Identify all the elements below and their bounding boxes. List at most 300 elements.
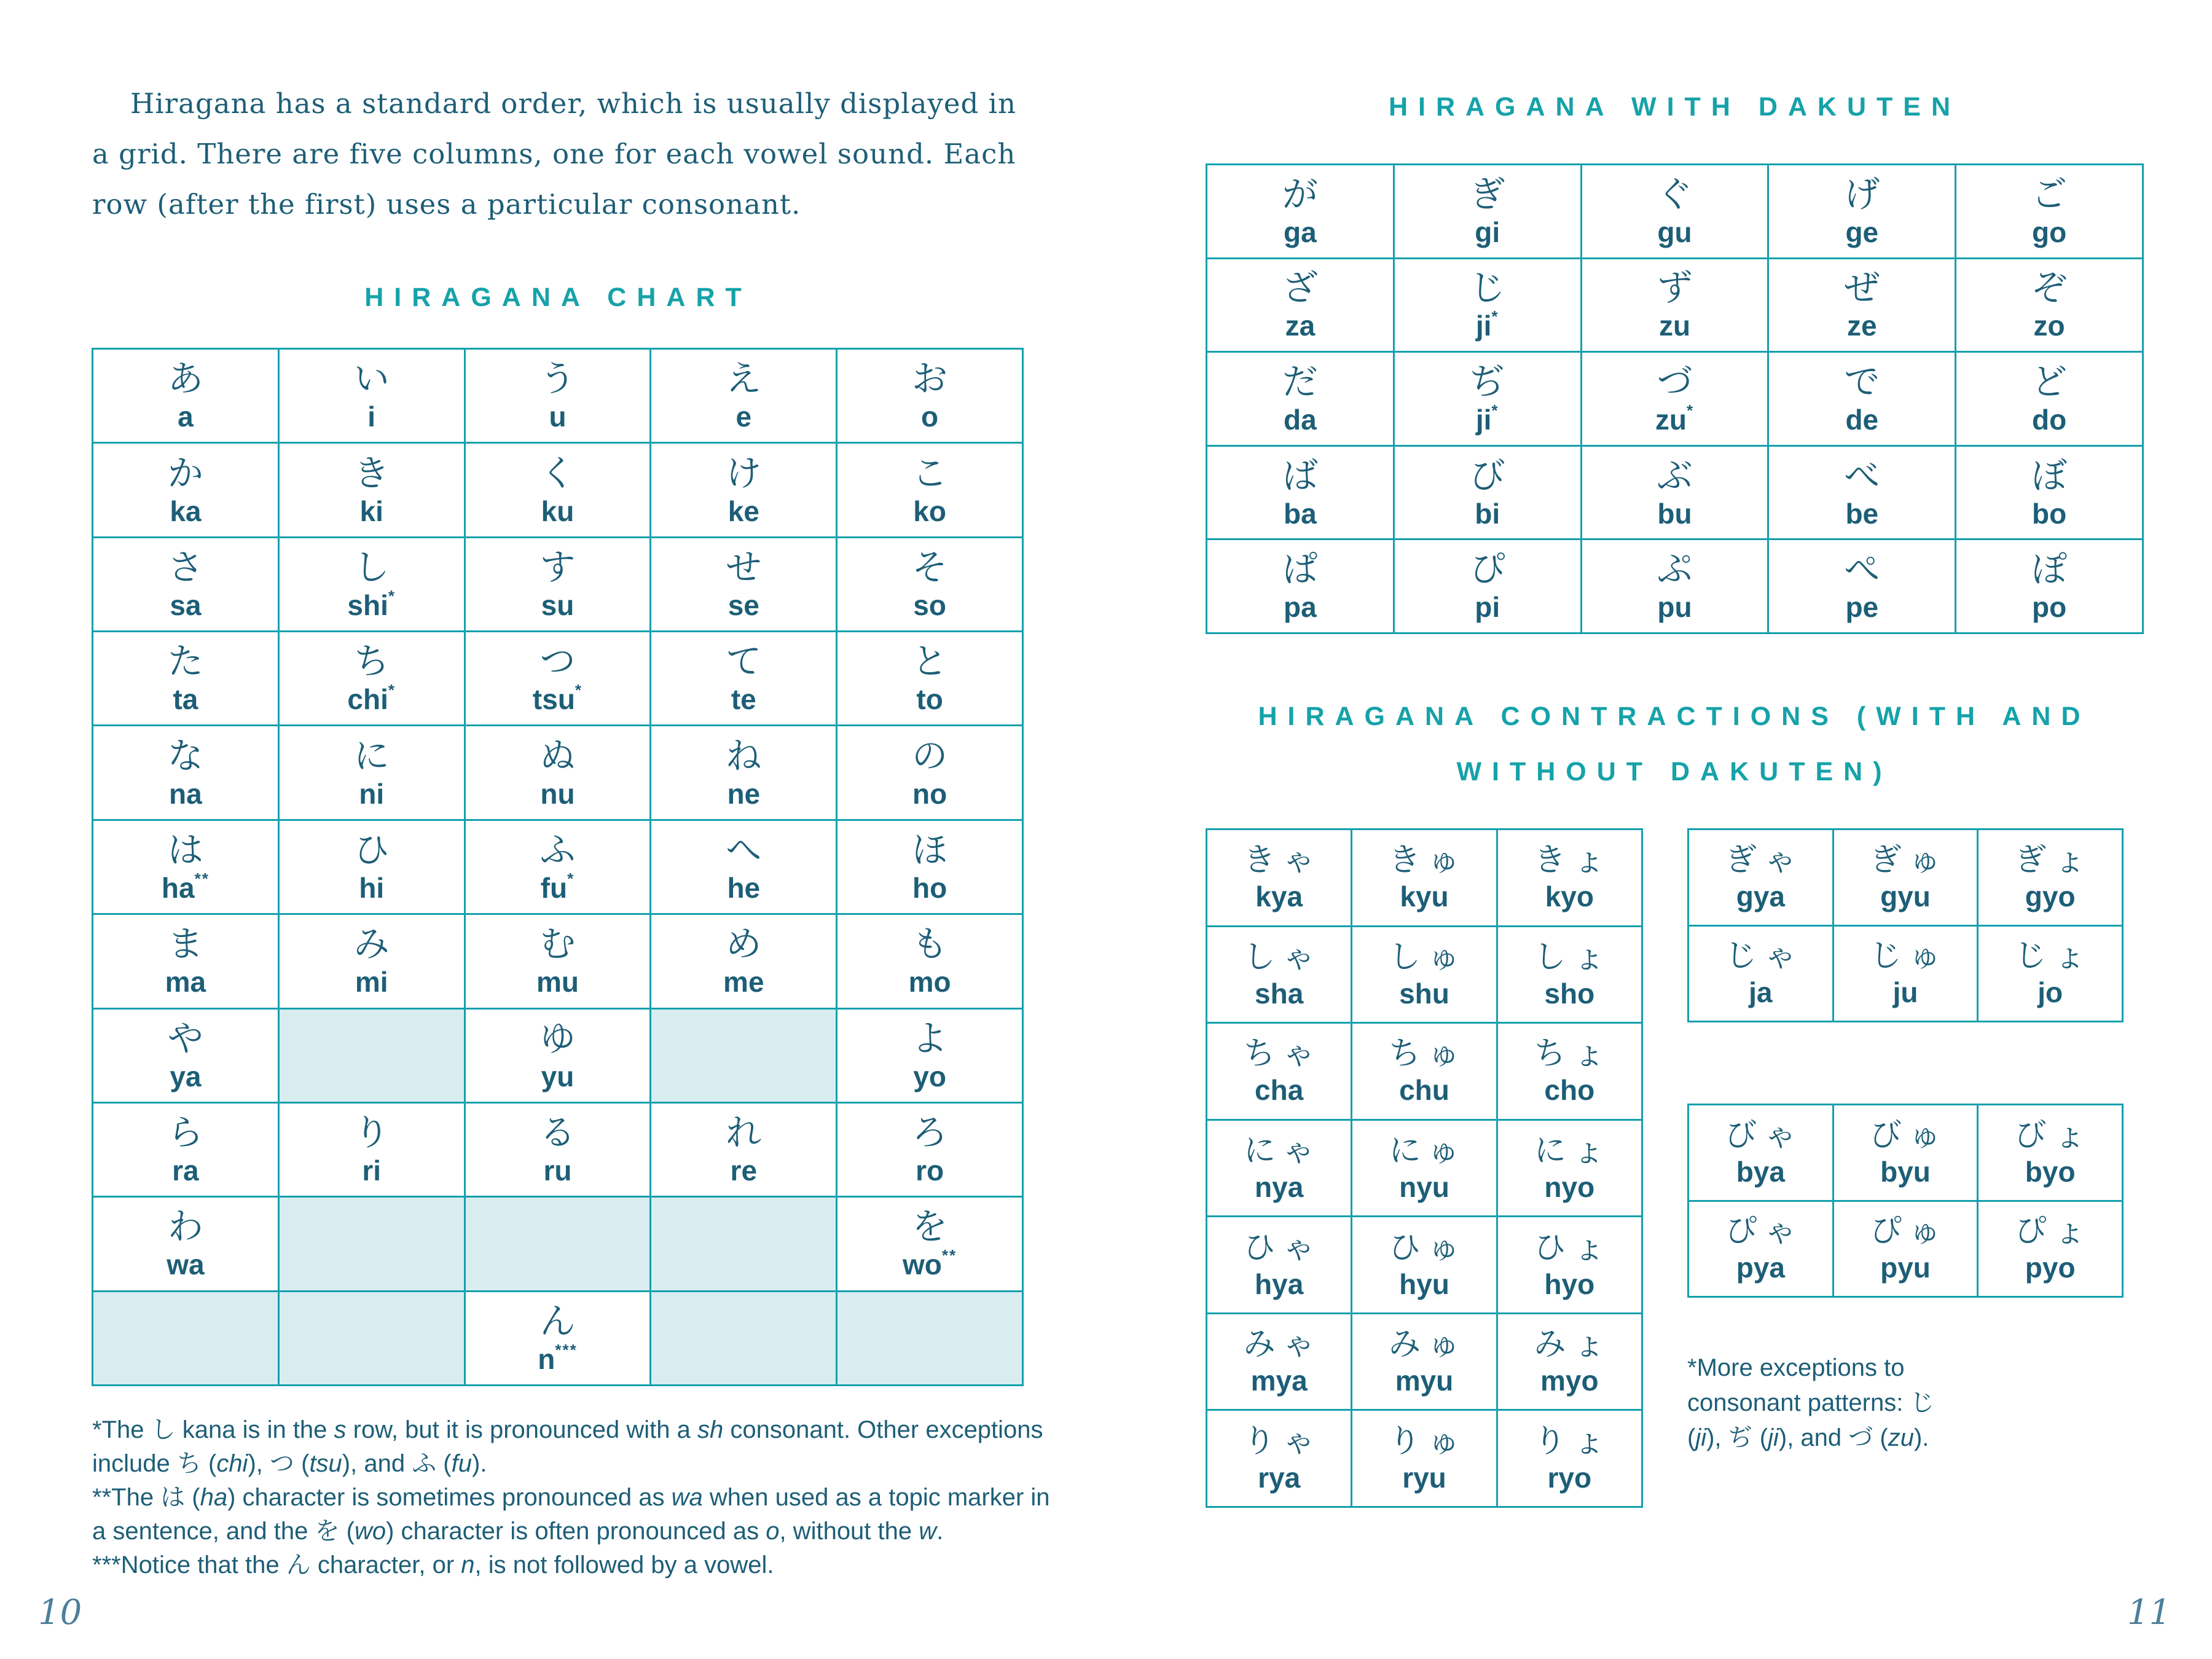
kana-cell: [1352, 1121, 1497, 1216]
kana-cell: [1207, 259, 1395, 351]
romaji-label: byo: [2025, 1155, 2076, 1188]
romaji-label: ryu: [1402, 1461, 1446, 1494]
kana-glyph: にょ: [1534, 1132, 1612, 1170]
text: ) character is sometimes pronounced as: [227, 1484, 672, 1511]
kana-glyph: きょ: [1534, 842, 1613, 879]
kana-cell: [1207, 927, 1352, 1022]
kana-cell: [837, 444, 1022, 536]
page-number-right: 11: [2127, 1593, 2171, 1633]
romaji-label: zu: [1658, 310, 1691, 342]
kana-glyph: ぎゃ: [1725, 841, 1804, 879]
kana-glyph: で: [1844, 360, 1880, 402]
kana-cell: [1979, 1202, 2122, 1296]
kana-cell: [1207, 540, 1395, 632]
romaji-label: zu*: [1655, 401, 1695, 436]
kana-cell: [93, 726, 280, 818]
romaji-label: chi*: [347, 681, 396, 716]
contractions-title-line1: HIRAGANA CONTRACTIONS (WITH AND: [1258, 702, 2091, 731]
chart-row: [1689, 1105, 2122, 1202]
romaji-label: tsu*: [532, 681, 583, 716]
romaji-label: bu: [1657, 497, 1692, 530]
romaji-label: jo: [2037, 976, 2063, 1009]
romaji-label: nyo: [1544, 1171, 1595, 1204]
kana-cell: [1498, 1024, 1641, 1119]
kana-cell: [93, 1104, 280, 1196]
romaji-label: na: [169, 777, 202, 810]
romaji-label: pyo: [2025, 1252, 2076, 1284]
romaji-label: mu: [536, 966, 579, 998]
kana-cell: [1395, 447, 1582, 539]
romaji-label: pe: [1845, 591, 1879, 624]
kana-cell: [466, 915, 652, 1007]
chart-row: [1689, 927, 2122, 1021]
footnote-asterisk: *: [1491, 307, 1499, 326]
kana-glyph: つ: [539, 640, 576, 683]
chart-row: [1689, 830, 2122, 927]
romaji-label: sha: [1255, 977, 1304, 1010]
kana-cell: [280, 538, 466, 630]
kana-cell: [837, 350, 1022, 442]
romaji-label: ku: [541, 495, 575, 527]
kana-glyph: れ: [726, 1112, 762, 1154]
footnote-asterisk: *: [575, 681, 583, 700]
chart-row: [1207, 447, 2142, 541]
romaji-label: u: [549, 401, 567, 433]
hiragana-chart-title: HIRAGANA CHART: [364, 283, 752, 312]
footnote-asterisk: *: [1686, 401, 1695, 420]
kana-cell: [1956, 165, 2142, 257]
italic-text: s: [334, 1416, 347, 1443]
kana-glyph: と: [912, 640, 948, 683]
text: ).: [472, 1450, 487, 1477]
kana-cell: [837, 726, 1022, 818]
kana-cell: [837, 538, 1022, 630]
kana-glyph: が: [1282, 173, 1318, 215]
kana-glyph: ぬ: [539, 734, 576, 777]
kana-glyph: ぴゅ: [1870, 1213, 1949, 1250]
kana-cell: [93, 444, 280, 536]
kana-cell: [651, 444, 837, 536]
footnote-right: [1687, 1351, 1951, 1456]
chart-row: [1207, 1121, 1641, 1218]
kana-glyph: だ: [1282, 360, 1318, 402]
kana-glyph: ぽ: [2031, 548, 2068, 590]
text: ), ぢ (: [1706, 1424, 1768, 1451]
footnote-asterisk: *: [1491, 401, 1499, 420]
kana-cell: [1352, 1411, 1497, 1506]
kana-cell: [1956, 353, 2142, 445]
contractions-chart: [1206, 828, 1643, 1508]
kana-glyph: ぎ: [1469, 173, 1505, 215]
kana-cell: [1979, 927, 2122, 1021]
empty-cell: [93, 1292, 280, 1384]
empty-cell: [651, 1292, 837, 1384]
empty-cell: [651, 1198, 837, 1290]
kana-cell: [1207, 165, 1395, 257]
kana-cell: [1689, 927, 1834, 1021]
kana-glyph: ち: [353, 640, 390, 683]
kana-glyph: づ: [1657, 360, 1693, 402]
kana-glyph: お: [912, 358, 948, 400]
kana-glyph: た: [167, 640, 203, 683]
kana-cell: [466, 821, 652, 913]
kana-glyph: も: [912, 923, 948, 965]
italic-text: ha: [200, 1484, 228, 1511]
romaji-label: ka: [170, 495, 202, 527]
kana-cell: [1834, 927, 1979, 1021]
romaji-label: so: [913, 589, 946, 621]
kana-cell: [1352, 1217, 1497, 1312]
romaji-label: be: [1845, 497, 1879, 530]
contractions-dakuten-chart-2: [1687, 1104, 2124, 1298]
kana-cell: [1769, 165, 1956, 257]
romaji-label: ho: [912, 871, 947, 904]
kana-cell: [1689, 830, 1834, 925]
kana-cell: [280, 350, 466, 442]
romaji-label: de: [1845, 403, 1879, 436]
italic-text: sh: [697, 1416, 724, 1443]
kana-glyph: ん: [539, 1300, 576, 1342]
kana-cell: [93, 1198, 280, 1290]
kana-glyph: ぱ: [1282, 548, 1318, 590]
kana-cell: [466, 1010, 652, 1102]
romaji-label: ra: [172, 1155, 199, 1187]
kana-glyph: よ: [912, 1017, 948, 1059]
kana-glyph: の: [912, 734, 948, 777]
romaji-label: yu: [541, 1060, 575, 1092]
kana-glyph: ぞ: [2031, 267, 2068, 309]
kana-cell: [1689, 1105, 1834, 1200]
romaji-label: ta: [173, 683, 198, 716]
kana-cell: [1498, 830, 1641, 925]
chart-row: [93, 1292, 1022, 1384]
romaji-label: myu: [1395, 1365, 1454, 1397]
text: when used as a topic marker in a sentence, and the を (: [92, 1484, 1050, 1545]
romaji-label: gu: [1657, 216, 1692, 248]
romaji-label: kyo: [1545, 880, 1594, 913]
kana-glyph: ぎょ: [2014, 841, 2093, 879]
kana-cell: [1834, 1105, 1979, 1200]
romaji-label: po: [2031, 591, 2067, 624]
romaji-label: sho: [1544, 977, 1595, 1010]
chart-row: [93, 1104, 1022, 1198]
chart-row: [93, 444, 1022, 538]
kana-cell: [1207, 1217, 1352, 1312]
kana-glyph: を: [912, 1206, 948, 1248]
romaji-label: shu: [1399, 977, 1449, 1010]
kana-cell: [1395, 353, 1582, 445]
kana-glyph: ら: [167, 1112, 203, 1154]
kana-glyph: ざ: [1282, 267, 1318, 309]
kana-glyph: へ: [726, 828, 762, 871]
romaji-label: nya: [1255, 1171, 1304, 1204]
chart-row: [1207, 259, 2142, 353]
romaji-label: re: [730, 1155, 758, 1187]
kana-glyph: じ: [1469, 267, 1505, 309]
romaji-label: o: [921, 401, 939, 433]
romaji-label: ja: [1749, 976, 1773, 1009]
romaji-label: hi: [359, 871, 385, 904]
kana-glyph: ど: [2031, 360, 2068, 402]
kana-cell: [1352, 927, 1497, 1022]
page-number-left: 10: [38, 1593, 82, 1633]
kana-glyph: ぺ: [1844, 548, 1880, 590]
romaji-label: gyo: [2025, 880, 2076, 912]
romaji-label: ma: [165, 966, 206, 998]
kana-glyph: び: [1469, 454, 1505, 496]
kana-glyph: む: [539, 923, 576, 965]
kana-cell: [1207, 1411, 1352, 1506]
kana-glyph: ちゃ: [1243, 1035, 1322, 1073]
romaji-label: cho: [1544, 1074, 1595, 1107]
romaji-label: pu: [1657, 591, 1692, 624]
romaji-label: bi: [1475, 497, 1500, 530]
kana-cell: [1207, 1314, 1352, 1410]
romaji-label: ji*: [1475, 401, 1499, 436]
kana-cell: [1689, 1202, 1834, 1296]
kana-glyph: ぼ: [2031, 454, 2068, 496]
kana-glyph: ふ: [539, 828, 576, 871]
dakuten-title: HIRAGANA WITH DAKUTEN: [1388, 92, 1961, 122]
footnote-asterisk: *: [388, 586, 396, 605]
romaji-label: gyu: [1880, 880, 1931, 912]
kana-glyph: は: [167, 828, 203, 871]
kana-cell: [280, 632, 466, 724]
romaji-label: ba: [1284, 497, 1317, 530]
chart-row: [93, 726, 1022, 820]
footnote-asterisk: *: [388, 681, 396, 700]
romaji-label: rya: [1258, 1461, 1301, 1494]
kana-cell: [651, 726, 837, 818]
kana-cell: [1956, 259, 2142, 351]
kana-cell: [1207, 1121, 1352, 1216]
kana-cell: [280, 915, 466, 1007]
kana-cell: [1395, 540, 1582, 632]
kana-glyph: みゃ: [1243, 1326, 1322, 1363]
empty-cell: [837, 1292, 1022, 1384]
footnote-more-exceptions: [1687, 1351, 1951, 1456]
kana-glyph: りょ: [1534, 1422, 1613, 1460]
kana-glyph: ぢ: [1469, 360, 1505, 402]
italic-text: fu: [451, 1450, 472, 1477]
kana-glyph: う: [539, 358, 576, 400]
kana-glyph: りゃ: [1243, 1422, 1322, 1460]
kana-glyph: ぎゅ: [1870, 841, 1949, 879]
italic-text: zu: [1888, 1424, 1914, 1451]
kana-glyph: ね: [726, 734, 762, 777]
kana-glyph: さ: [167, 546, 203, 588]
chart-row: [1207, 1314, 1641, 1411]
kana-glyph: ちゅ: [1388, 1035, 1467, 1073]
kana-glyph: ひょ: [1534, 1229, 1613, 1266]
chart-row: [93, 915, 1022, 1009]
hiragana-chart: [92, 348, 1024, 1386]
romaji-label: cha: [1255, 1074, 1304, 1107]
romaji-label: ya: [170, 1060, 202, 1092]
romaji-label: ge: [1845, 216, 1879, 248]
kana-cell: [1582, 259, 1770, 351]
kana-cell: [1498, 1314, 1641, 1410]
chart-row: [1207, 1217, 1641, 1314]
italic-text: ji: [1768, 1424, 1779, 1451]
kana-glyph: ぷ: [1657, 548, 1693, 590]
romaji-label: ni: [359, 777, 385, 810]
kana-cell: [1207, 1024, 1352, 1119]
kana-glyph: きゅ: [1388, 842, 1467, 879]
kana-glyph: じょ: [2014, 938, 2093, 975]
kana-glyph: わ: [167, 1206, 203, 1248]
kana-cell: [1769, 540, 1956, 632]
romaji-label: ha**: [161, 869, 210, 904]
italic-text: w: [919, 1518, 937, 1545]
kana-glyph: や: [167, 1017, 203, 1059]
kana-glyph: ご: [2031, 173, 2068, 215]
kana-glyph: く: [539, 452, 576, 494]
romaji-label: nu: [540, 777, 575, 810]
romaji-label: kyu: [1400, 880, 1449, 913]
romaji-label: ryo: [1547, 1461, 1592, 1494]
footnote-asterisk: *: [567, 869, 575, 888]
kana-cell: [1395, 259, 1582, 351]
kana-cell: [1979, 1105, 2122, 1200]
kana-glyph: びゅ: [1870, 1116, 1949, 1154]
kana-glyph: べ: [1844, 454, 1880, 496]
kana-glyph: て: [726, 640, 762, 683]
romaji-label: ju: [1892, 976, 1918, 1009]
kana-cell: [466, 726, 652, 818]
chart-row: [1207, 1411, 1641, 1506]
chart-row: [93, 350, 1022, 444]
kana-glyph: ほ: [912, 828, 948, 871]
footnote-shi: [92, 1413, 1054, 1481]
kana-cell: [93, 821, 280, 913]
kana-glyph: せ: [726, 546, 762, 588]
chart-row: [93, 1010, 1022, 1104]
kana-glyph: る: [539, 1112, 576, 1154]
kana-glyph: ま: [167, 923, 203, 965]
empty-cell: [280, 1292, 466, 1384]
text: ***Notice that the ん character, or: [92, 1551, 461, 1579]
romaji-label: nyu: [1399, 1171, 1449, 1204]
text: .: [936, 1518, 944, 1545]
empty-cell: [466, 1198, 652, 1290]
kana-cell: [651, 350, 837, 442]
romaji-label: gya: [1736, 880, 1785, 912]
footnote-asterisk: **: [194, 869, 210, 888]
chart-row: [1207, 830, 1641, 927]
romaji-label: ro: [916, 1155, 944, 1187]
kana-cell: [1956, 540, 2142, 632]
romaji-label: mi: [355, 966, 388, 998]
italic-text: n: [461, 1551, 475, 1579]
kana-cell: [280, 726, 466, 818]
kana-glyph: み: [353, 923, 390, 965]
romaji-label: hyu: [1399, 1268, 1449, 1300]
kana-glyph: じゃ: [1725, 938, 1804, 975]
romaji-label: chu: [1399, 1074, 1449, 1107]
kana-cell: [651, 538, 837, 630]
romaji-label: su: [541, 589, 575, 621]
romaji-label: e: [735, 401, 752, 433]
romaji-label: yo: [913, 1060, 946, 1092]
romaji-label: bya: [1736, 1155, 1785, 1188]
kana-glyph: ひゅ: [1388, 1229, 1467, 1266]
kana-cell: [1498, 1217, 1641, 1312]
kana-cell: [1207, 830, 1352, 925]
kana-cell: [466, 1104, 652, 1196]
kana-glyph: しゃ: [1243, 938, 1322, 976]
romaji-label: mo: [908, 966, 951, 998]
kana-glyph: け: [726, 452, 762, 494]
kana-cell: [1582, 165, 1770, 257]
kana-glyph: ぴょ: [2014, 1213, 2093, 1250]
italic-text: chi: [216, 1450, 248, 1477]
footnote-asterisk: ***: [555, 1340, 578, 1359]
kana-cell: [280, 444, 466, 536]
empty-cell: [280, 1010, 466, 1102]
kana-cell: [1352, 1024, 1497, 1119]
kana-glyph: こ: [912, 452, 948, 494]
kana-cell: [1207, 447, 1395, 539]
romaji-label: pya: [1736, 1252, 1785, 1284]
kana-cell: [1498, 1411, 1641, 1506]
romaji-label: myo: [1540, 1365, 1599, 1397]
contractions-dakuten-chart-1: [1687, 828, 2124, 1022]
kana-cell: [651, 915, 837, 1007]
kana-cell: [837, 1104, 1022, 1196]
text: **The は (: [92, 1484, 200, 1511]
kana-glyph: びゃ: [1725, 1116, 1804, 1154]
kana-glyph: ひ: [353, 828, 390, 871]
empty-cell: [280, 1198, 466, 1290]
kana-glyph: にゅ: [1389, 1132, 1467, 1170]
chart-row: [1207, 540, 2142, 632]
kana-cell: [1395, 165, 1582, 257]
romaji-label: me: [723, 966, 764, 998]
kana-cell: [837, 632, 1022, 724]
romaji-label: n***: [538, 1340, 578, 1375]
kana-cell: [93, 350, 280, 442]
kana-cell: [93, 538, 280, 630]
romaji-label: te: [731, 683, 756, 716]
kana-cell: [280, 1104, 466, 1196]
kana-cell: [651, 821, 837, 913]
kana-cell: [93, 632, 280, 724]
kana-glyph: りゅ: [1388, 1422, 1467, 1460]
romaji-label: da: [1284, 403, 1317, 436]
kana-glyph: ゆ: [539, 1017, 576, 1059]
kana-glyph: しゅ: [1388, 938, 1467, 976]
kana-cell: [1582, 540, 1770, 632]
romaji-label: mya: [1250, 1365, 1308, 1397]
footnote-n: [92, 1548, 1054, 1582]
kana-glyph: ぜ: [1844, 267, 1880, 309]
romaji-label: hyo: [1544, 1268, 1595, 1300]
romaji-label: ko: [913, 495, 946, 527]
kana-glyph: みょ: [1534, 1326, 1613, 1363]
kana-glyph: ちょ: [1534, 1035, 1613, 1073]
italic-text: ji: [1695, 1424, 1707, 1451]
kana-glyph: ひゃ: [1243, 1229, 1322, 1266]
kana-glyph: ろ: [912, 1112, 948, 1154]
intro-paragraph: Hiragana has a standard order, which is usually displayed in a grid. There are five columns, one for each vowel sound. Each row (after the first) uses a particular consonant.: [92, 87, 1016, 221]
kana-glyph: ぶ: [1657, 454, 1693, 496]
romaji-label: ru: [543, 1155, 572, 1187]
chart-row: [1207, 165, 2142, 259]
romaji-label: ze: [1846, 310, 1877, 342]
romaji-label: wo**: [903, 1246, 957, 1281]
kana-glyph: きゃ: [1243, 842, 1322, 879]
